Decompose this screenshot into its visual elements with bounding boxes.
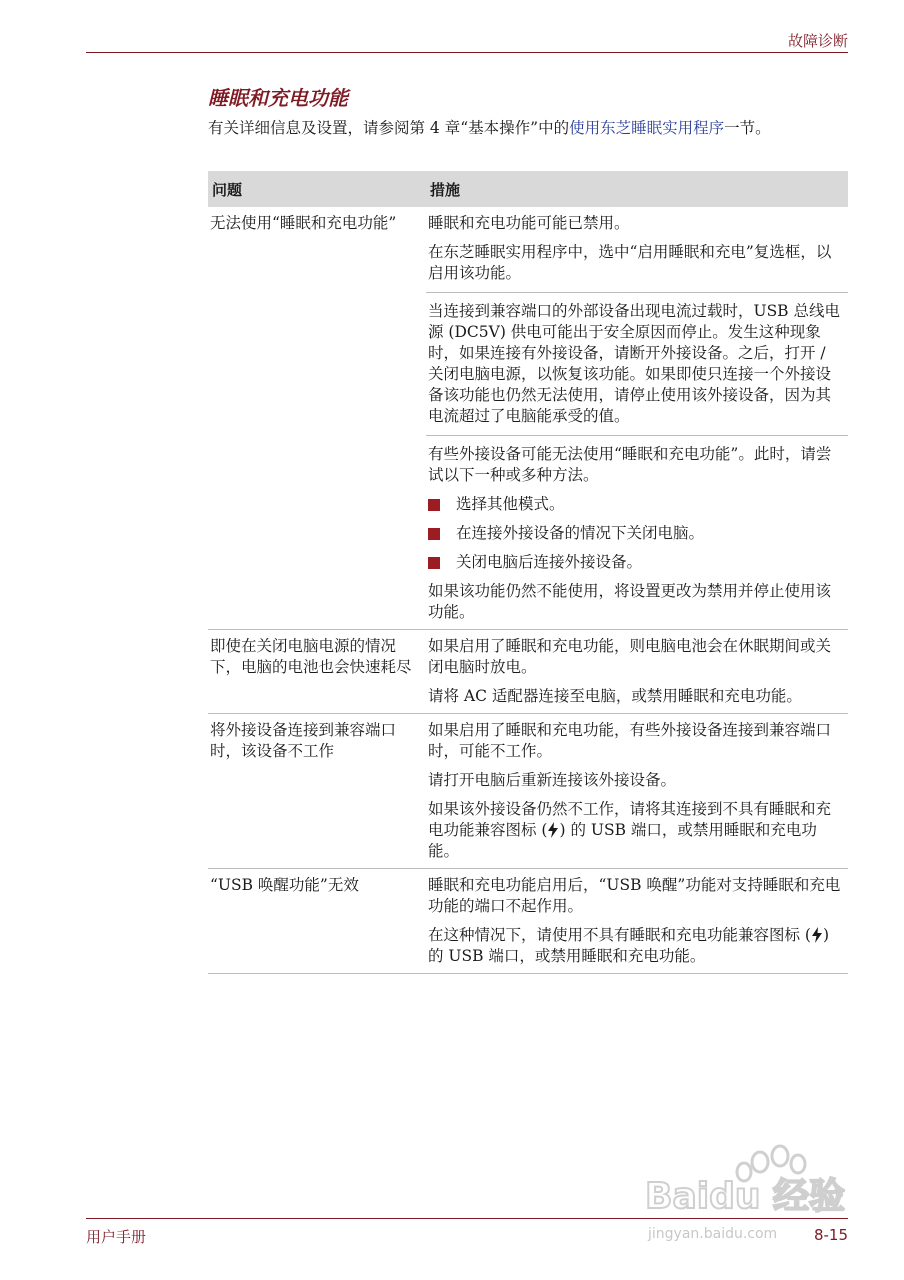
utility-link[interactable]: 使用东芝睡眠实用程序 [569,119,725,137]
watermark-url: jingyan.baidu.com [648,1226,778,1242]
intro-suffix: 一节。 [724,119,771,137]
action-cell [426,714,848,869]
intro-paragraph [208,116,848,140]
problem-cell: 无法使用“睡眠和充电功能” [208,207,426,630]
action-text: 在东芝睡眠实用程序中，选中“启用睡眠和充电”复选框，以启用该功能。 [428,243,832,282]
table-row [208,630,848,714]
footer-rule [86,1218,848,1219]
action-cell [426,869,848,974]
header-rule [86,52,848,53]
action-text: 睡眠和充电功能可能已禁用。 [428,214,630,232]
square-bullet-icon [428,528,440,540]
intro-prefix: 有关详细信息及设置，请参阅第 4 章“基本操作”中的 [208,119,570,137]
table-row [208,714,848,869]
action-text: 睡眠和充电功能启用后，“USB 唤醒”功能对支持睡眠和充电功能的端口不起作用。 [428,876,841,915]
table-row [208,869,848,974]
action-text: 请打开电脑后重新连接该外接设备。 [428,771,677,789]
square-bullet-icon [428,557,440,569]
action-text [428,925,844,967]
problem-cell: 将外接设备连接到兼容端口时，该设备不工作 [208,714,426,869]
square-bullet-icon [428,499,440,511]
watermark-brand: Baidu 经验 [645,1176,846,1217]
action-cell [426,207,848,630]
page-number: 8-15 [813,1226,848,1244]
list-item [428,523,844,544]
action-text: 如果启用了睡眠和充电功能，有些外接设备连接到兼容端口时，可能不工作。 [428,721,832,760]
lightning-bolt-icon [811,927,823,943]
troubleshooting-table [208,171,848,974]
divider [426,292,848,293]
action-text: 请将 AC 适配器连接至电脑，或禁用睡眠和充电功能。 [428,687,802,705]
table-row [208,207,848,630]
list-item-text: 在连接外接设备的情况下关闭电脑。 [456,524,705,542]
action-text [428,799,844,862]
action-column-header: 措施 [426,171,848,207]
action-text: 当连接到兼容端口的外部设备出现电流过载时，USB 总线电源 (DC5V) 供电可能出于安全原因而停止。发生这种现象时，如果连接有外接设备，请断开外接设备。之后，打开 / 关闭电脑电源，以恢复该功能。如果即使只连接一个外接设备该功能也仍然无法使用，请停止使用该外接设备，因为其电流超过了电脑能承受的值。 [428,302,841,425]
lightning-bolt-icon [547,822,559,838]
divider [426,435,848,436]
list-item-text: 关闭电脑后连接外接设备。 [456,553,643,571]
action-text: 有些外接设备可能无法使用“睡眠和充电功能”。此时，请尝试以下一种或多种方法。 [428,445,832,484]
action-text-before-icon: 在这种情况下，请使用不具有睡眠和充电功能兼容图标 ( [428,926,811,944]
table-header-row [208,171,848,207]
header-title: 故障诊断 [787,32,848,50]
action-text: 如果启用了睡眠和充电功能，则电脑电池会在休眠期间或关闭电脑时放电。 [428,637,832,676]
action-text: 如果该功能仍然不能使用，将设置更改为禁用并停止使用该功能。 [428,582,832,621]
action-text-after-icon: ) 的 USB 端口，或禁用睡眠和充电功能。 [428,821,817,860]
problem-column-header: 问题 [208,171,426,207]
footer-manual-name: 用户手册 [86,1228,147,1246]
list-item-text: 选择其他模式。 [456,495,565,513]
problem-cell: 即使在关闭电脑电源的情况下，电脑的电池也会快速耗尽 [208,630,426,714]
list-item [428,552,844,573]
action-text-after-icon: ) 的 USB 端口，或禁用睡眠和充电功能。 [428,926,830,965]
action-cell [426,630,848,714]
action-text-before-icon: 如果该外接设备仍然不工作，请将其连接到不具有睡眠和充电功能兼容图标 ( [428,800,832,839]
list-item [428,494,844,515]
section-title: 睡眠和充电功能 [208,86,348,110]
problem-cell: “USB 唤醒功能”无效 [208,869,426,974]
baidu-watermark-logo [640,1140,850,1220]
